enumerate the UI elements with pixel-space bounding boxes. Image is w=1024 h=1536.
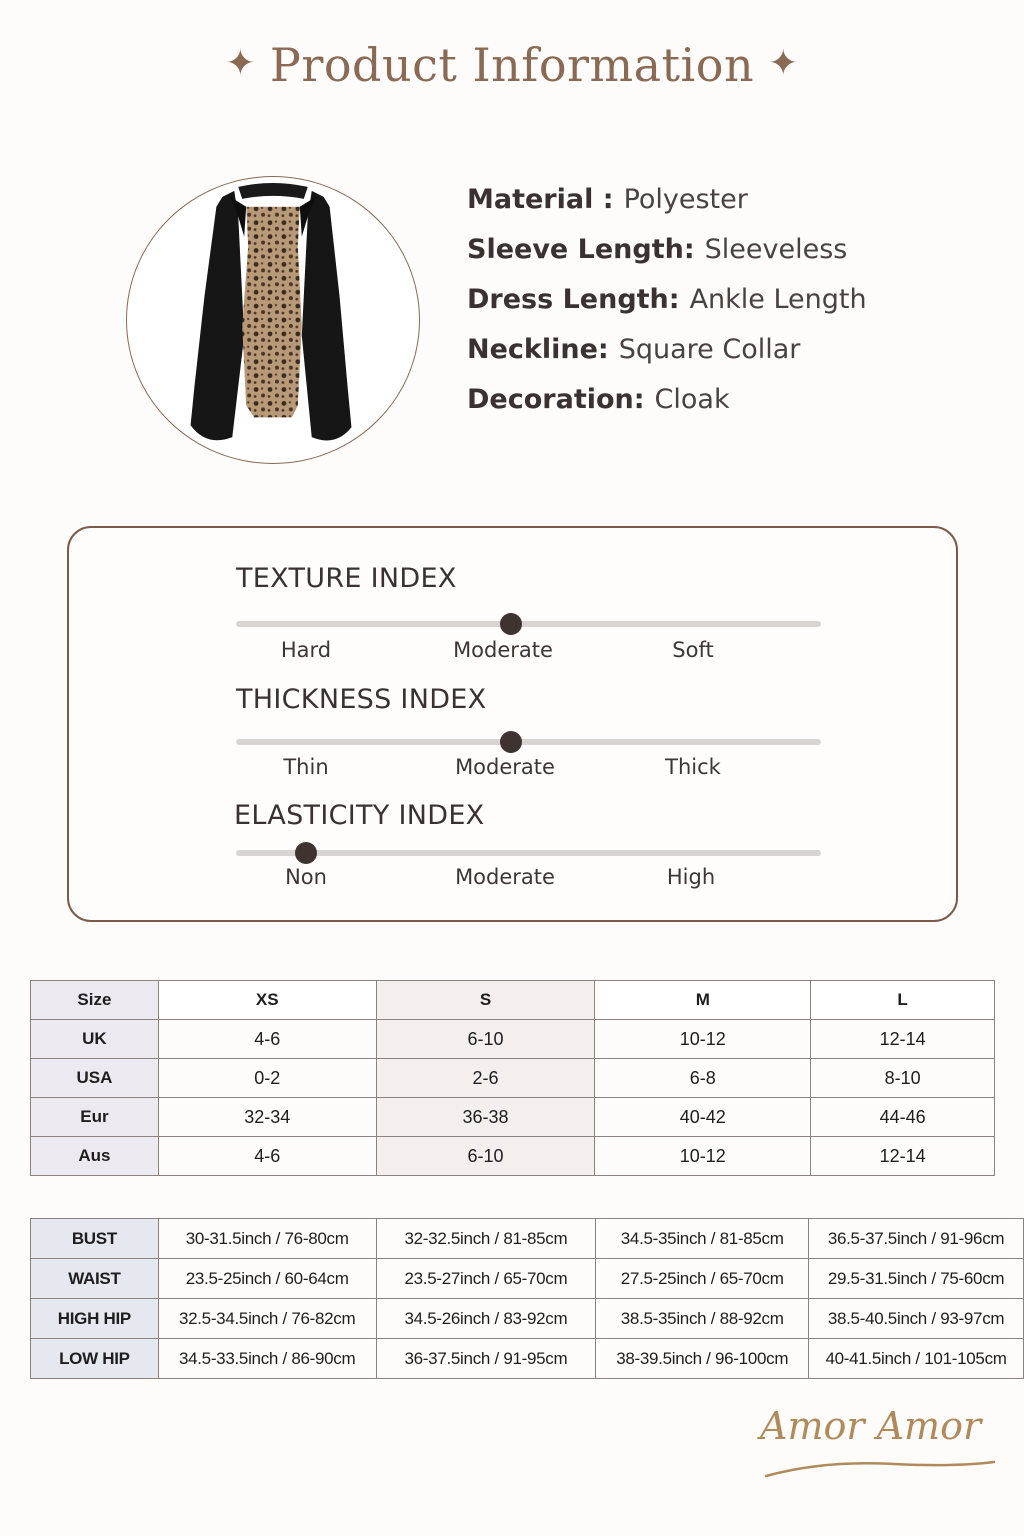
thickness-label-high: Thick bbox=[665, 755, 721, 779]
table-row bbox=[31, 1137, 995, 1176]
thickness-index-title: THICKNESS INDEX bbox=[236, 684, 487, 715]
table-cell: 6-10 bbox=[376, 1137, 595, 1176]
elasticity-label-mid: Moderate bbox=[455, 865, 555, 889]
table-cell: 0-2 bbox=[158, 1059, 376, 1098]
brand-logo: Amor Amor bbox=[760, 1404, 982, 1448]
elasticity-index-title: ELASTICITY INDEX bbox=[234, 800, 485, 831]
table-cell: 44-46 bbox=[811, 1098, 995, 1137]
table-row bbox=[31, 1020, 995, 1059]
row-label: Aus bbox=[31, 1137, 159, 1176]
texture-index-title: TEXTURE INDEX bbox=[236, 563, 457, 594]
table-cell: 34.5-33.5inch / 86-90cm bbox=[158, 1339, 376, 1379]
page-title bbox=[0, 38, 1024, 92]
table-cell: 30-31.5inch / 76-80cm bbox=[158, 1219, 376, 1259]
table-header-cell: S bbox=[376, 981, 595, 1020]
table-cell: 6-10 bbox=[376, 1020, 595, 1059]
table-cell: 12-14 bbox=[811, 1020, 995, 1059]
table-row bbox=[31, 1339, 1024, 1379]
star-icon: ✦ bbox=[768, 43, 799, 84]
table-cell: 34.5-26inch / 83-92cm bbox=[376, 1299, 596, 1339]
texture-label-low: Hard bbox=[280, 638, 332, 662]
table-header-cell: L bbox=[811, 981, 995, 1020]
table-cell: 38.5-40.5inch / 93-97cm bbox=[809, 1299, 1024, 1339]
texture-label-mid: Moderate bbox=[453, 638, 553, 662]
table-cell: 8-10 bbox=[811, 1059, 995, 1098]
table-header-cell: M bbox=[595, 981, 811, 1020]
spec-material: Material : Polyester bbox=[467, 184, 748, 215]
spec-dress-length: Dress Length: Ankle Length bbox=[467, 284, 867, 315]
dress-with-cloak-image bbox=[127, 177, 419, 463]
spec-neckline: Neckline: Square Collar bbox=[467, 334, 801, 365]
table-cell: 23.5-27inch / 65-70cm bbox=[376, 1259, 596, 1299]
spec-decoration: Decoration: Cloak bbox=[467, 384, 730, 415]
row-label: UK bbox=[31, 1020, 159, 1059]
table-cell: 6-8 bbox=[595, 1059, 811, 1098]
table-cell: 36-37.5inch / 91-95cm bbox=[376, 1339, 596, 1379]
row-label: BUST bbox=[31, 1219, 159, 1259]
table-cell: 10-12 bbox=[595, 1020, 811, 1059]
table-header-row bbox=[31, 981, 995, 1020]
texture-index-knob bbox=[500, 613, 522, 635]
measurement-table bbox=[30, 1218, 1024, 1379]
texture-label-high: Soft bbox=[672, 638, 714, 662]
thickness-index-track bbox=[236, 739, 821, 745]
spec-sleeve-length: Sleeve Length: Sleeveless bbox=[467, 234, 848, 265]
table-cell: 34.5-35inch / 81-85cm bbox=[596, 1219, 809, 1259]
table-cell: 23.5-25inch / 60-64cm bbox=[158, 1259, 376, 1299]
table-cell: 10-12 bbox=[595, 1137, 811, 1176]
row-label: USA bbox=[31, 1059, 159, 1098]
row-label: WAIST bbox=[31, 1259, 159, 1299]
table-cell: 32-34 bbox=[158, 1098, 376, 1137]
table-header-cell: XS bbox=[158, 981, 376, 1020]
spec-list bbox=[467, 180, 867, 430]
table-cell: 38-39.5inch / 96-100cm bbox=[596, 1339, 809, 1379]
texture-index-track bbox=[236, 621, 821, 627]
table-cell: 27.5-25inch / 65-70cm bbox=[596, 1259, 809, 1299]
table-cell: 40-41.5inch / 101-105cm bbox=[809, 1339, 1024, 1379]
table-cell: 38.5-35inch / 88-92cm bbox=[596, 1299, 809, 1339]
row-label: HIGH HIP bbox=[31, 1299, 159, 1339]
star-icon: ✦ bbox=[225, 43, 256, 84]
logo-swash-icon bbox=[764, 1456, 996, 1480]
table-row bbox=[31, 1059, 995, 1098]
table-cell: 32-32.5inch / 81-85cm bbox=[376, 1219, 596, 1259]
table-row bbox=[31, 1219, 1024, 1259]
size-conversion-table bbox=[30, 980, 995, 1176]
product-image bbox=[126, 176, 420, 464]
elasticity-label-high: High bbox=[666, 865, 716, 889]
thickness-label-low: Thin bbox=[283, 755, 329, 779]
thickness-label-mid: Moderate bbox=[455, 755, 555, 779]
elasticity-index-track bbox=[236, 850, 821, 856]
table-cell: 2-6 bbox=[376, 1059, 595, 1098]
table-cell: 4-6 bbox=[158, 1020, 376, 1059]
table-row bbox=[31, 1098, 995, 1137]
table-cell: 12-14 bbox=[811, 1137, 995, 1176]
table-cell: 36-38 bbox=[376, 1098, 595, 1137]
table-header-cell: Size bbox=[31, 981, 159, 1020]
table-row bbox=[31, 1299, 1024, 1339]
table-cell: 4-6 bbox=[158, 1137, 376, 1176]
page-title-text: Product Information bbox=[269, 38, 755, 92]
table-cell: 32.5-34.5inch / 76-82cm bbox=[158, 1299, 376, 1339]
table-row bbox=[31, 1259, 1024, 1299]
thickness-index-knob bbox=[500, 731, 522, 753]
elasticity-label-low: Non bbox=[285, 865, 327, 889]
row-label: LOW HIP bbox=[31, 1339, 159, 1379]
table-cell: 40-42 bbox=[595, 1098, 811, 1137]
row-label: Eur bbox=[31, 1098, 159, 1137]
table-cell: 36.5-37.5inch / 91-96cm bbox=[809, 1219, 1024, 1259]
table-cell: 29.5-31.5inch / 75-60cm bbox=[809, 1259, 1024, 1299]
fabric-index-panel bbox=[67, 526, 958, 922]
